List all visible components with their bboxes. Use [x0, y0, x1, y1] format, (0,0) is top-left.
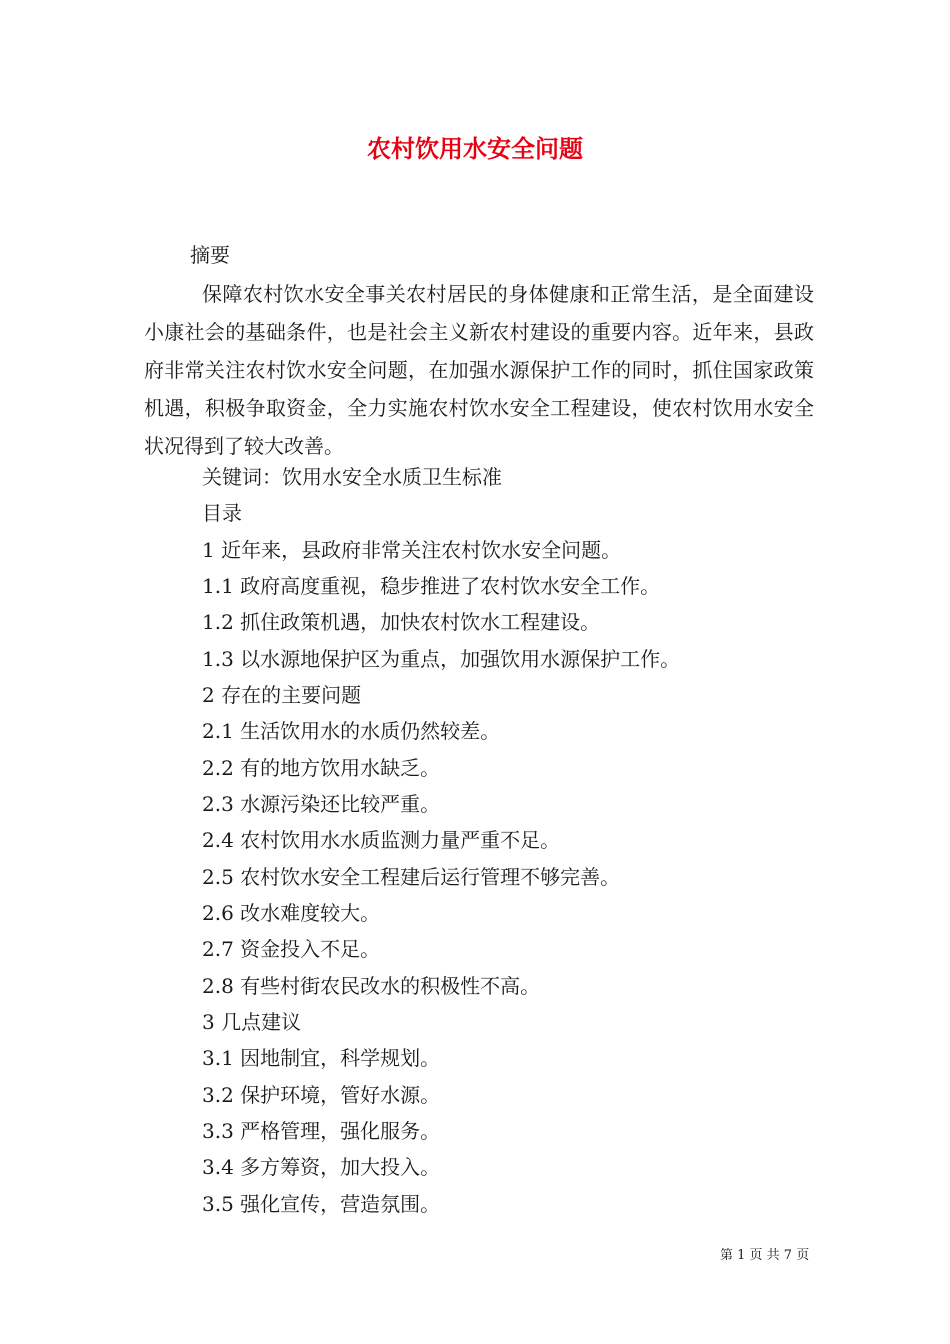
toc-item: 1 近年来，县政府非常关注农村饮水安全问题。 [202, 538, 622, 562]
toc-item: 2.2 有的地方饮用水缺乏。 [202, 756, 441, 780]
toc-item: 3.5 强化宣传，营造氛围。 [202, 1192, 441, 1216]
toc-label: 目录 [202, 501, 242, 525]
toc-item: 2.6 改水难度较大。 [202, 901, 381, 925]
toc-item: 3.1 因地制宜，科学规划。 [202, 1046, 441, 1070]
toc-item: 1.3 以水源地保护区为重点，加强饮用水源保护工作。 [202, 647, 681, 671]
toc-item: 2.7 资金投入不足。 [202, 937, 381, 961]
page-footer: 第 1 页 共 7 页 [720, 1248, 810, 1263]
toc-item: 2.3 水源污染还比较严重。 [202, 792, 441, 816]
toc-item: 2.4 农村饮用水水质监测力量严重不足。 [202, 828, 561, 852]
toc-item: 3 几点建议 [202, 1010, 302, 1034]
toc-item: 3.2 保护环境，管好水源。 [202, 1083, 441, 1107]
toc-item: 3.4 多方筹资，加大投入。 [202, 1155, 441, 1179]
keywords-line: 关键词：饮用水安全水质卫生标准 [202, 465, 502, 489]
toc-item: 1.1 政府高度重视，稳步推进了农村饮水安全工作。 [202, 574, 661, 598]
toc-item: 2.5 农村饮水安全工程建后运行管理不够完善。 [202, 865, 621, 889]
toc-item: 2.8 有些村街农民改水的积极性不高。 [202, 974, 541, 998]
abstract-body: 保障农村饮水安全事关农村居民的身体健康和正常生活，是全面建设小康社会的基础条件，也是社会主义新农村建设的重要内容。近年来，县政府非常关注农村饮水安全问题，在加强水源保护工作的同时，抓住国家政策机遇，积极争取资金，全力实施农村饮水安全工程建设，使农村饮用水安全状况得到了较大改善。 [144, 282, 814, 458]
abstract-label: 摘要 [190, 243, 230, 267]
toc-item: 2 存在的主要问题 [202, 683, 362, 707]
toc-item: 3.3 严格管理，强化服务。 [202, 1119, 441, 1143]
toc-item: 2.1 生活饮用水的水质仍然较差。 [202, 719, 501, 743]
page-title: 农村饮用水安全问题 [367, 134, 583, 163]
toc-item: 1.2 抓住政策机遇，加快农村饮水工程建设。 [202, 610, 601, 634]
